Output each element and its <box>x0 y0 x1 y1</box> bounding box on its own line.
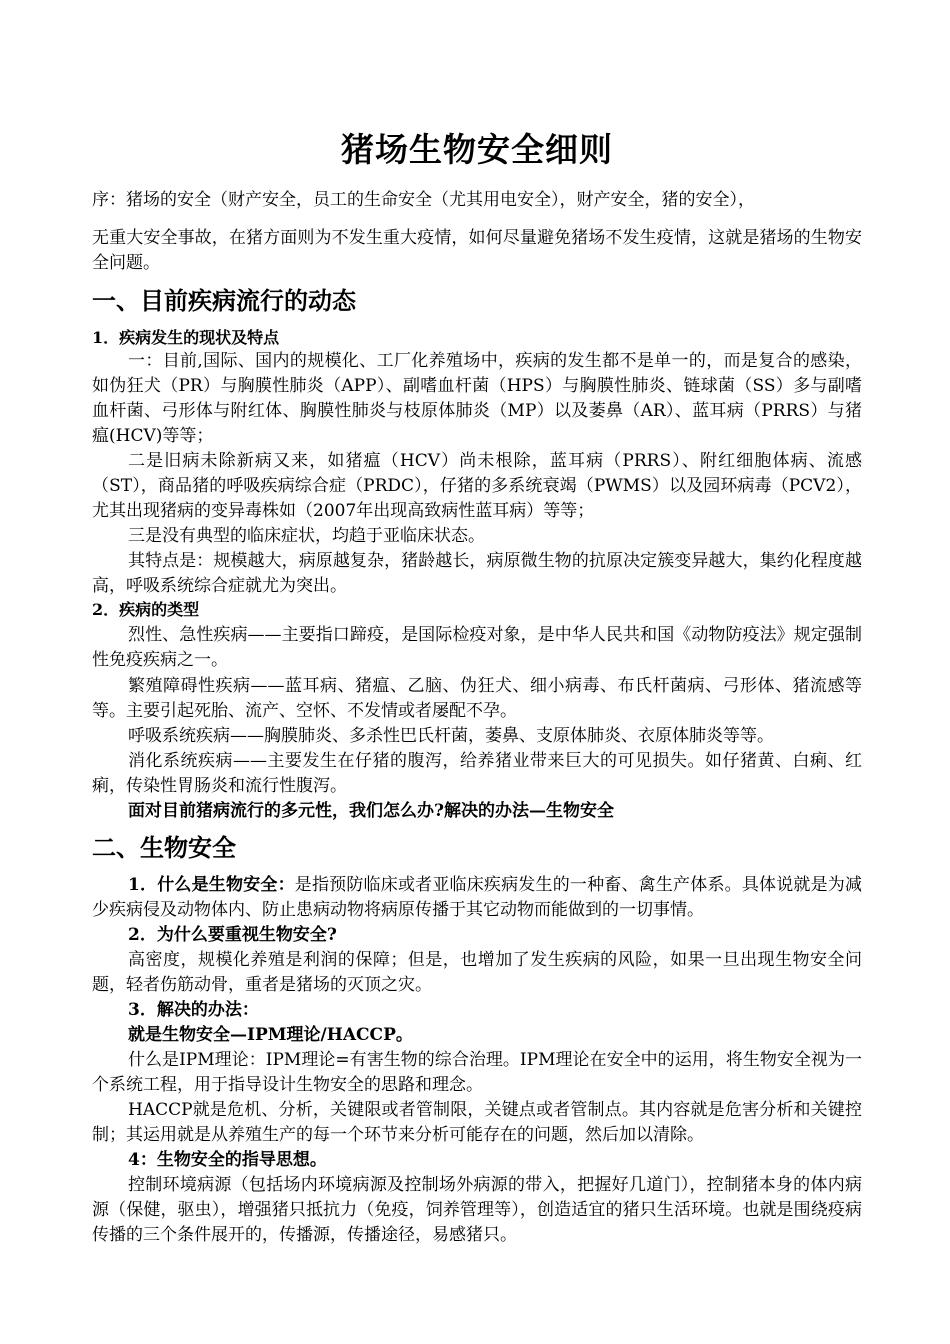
page-title: 猪场生物安全细则 <box>341 130 613 169</box>
section-2-heading: 二、生物安全 <box>92 833 236 862</box>
paragraph: 烈性、急性疾病——主要指口蹄疫，是国际检疫对象，是中华人民共和国《动物防疫法》规定强制性免疫疾病之一。 <box>92 625 862 670</box>
paragraph: 繁殖障碍性疾病——蓝耳病、猪瘟、乙脑、伪狂犬、细小病毒、布氏杆菌病、弓形体、猪流感等等。主要引起死胎、流产、空怀、不发情或者屡配不孕。 <box>92 676 862 721</box>
question-label: 4：生物安全的指导思想。 <box>128 1150 327 1170</box>
paragraph: 其特点是：规模越大，病原越复杂，猪龄越长，病原微生物的抗原决定簇变异越大，集约化程度越高，呼吸系统综合症就尤为突出。 <box>92 551 862 596</box>
question-label: 1．什么是生物安全： <box>128 875 295 895</box>
preface-line-1: 序：猪场的安全（财产安全，员工的生命安全（尤其用电安全），财产安全，猪的安全）， <box>92 190 755 210</box>
question-text: 是指预防临床或者亚临床疾病发生的一种畜、禽生产体系。具体说就是为减少疾病侵及动物体内、防止患病动物将病原传播于其它动物而能做到的一切事情。 <box>92 875 862 920</box>
bold-conclusion: 面对目前猪病流行的多元性，我们怎么办?解决的办法—生物安全 <box>128 801 614 821</box>
paragraph: 呼吸系统疾病——胸膜肺炎、多杀性巴氏杆菌，萎鼻、支原体肺炎、衣原体肺炎等等。 <box>128 726 774 746</box>
subsection-1-heading: 1．疾病发生的现状及特点 <box>92 328 280 347</box>
paragraph: 控制环境病源（包括场内环境病源及控制场外病源的带入，把握好几道门），控制猪本身的体内病源（保健，驱虫），增强猪只抵抗力（免疫，饲养管理等），创造适宜的猪只生活环境。也就是围绕疫病传播的三个条件展开的，传播源，传播途径，易感猪只。 <box>92 1175 862 1245</box>
paragraph: 三是没有典型的临床症状，均趋于亚临床状态。 <box>128 526 485 546</box>
paragraph: HACCP就是危机、分析，关键限或者管制限，关键点或者管制点。其内容就是危害分析和关键控制；其运用就是从养殖生产的每一个环节来分析可能存在的问题，然后加以清除。 <box>92 1100 862 1145</box>
preface-line-2: 无重大安全事故，在猪方面则为不发生重大疫情，如何尽量避免猪场不发生疫情，这就是猪场的生物安全问题。 <box>92 228 862 273</box>
question-label: 2．为什么要重视生物安全? <box>128 925 337 945</box>
paragraph <box>92 873 862 923</box>
paragraph: 高密度，规模化养殖是利润的保障；但是，也增加了发生疾病的风险，如果一旦出现生物安全问题，轻者伤筋动骨，重者是猪场的灭顶之灾。 <box>92 950 862 995</box>
subsection-2-heading: 2．疾病的类型 <box>92 600 200 619</box>
bold-statement: 就是生物安全—IPM理论/HACCP。 <box>128 1025 413 1045</box>
question-label: 3．解决的办法： <box>128 1000 259 1020</box>
paragraph: 一：目前,国际、国内的规模化、工厂化养殖场中，疾病的发生都不是单一的，而是复合的感染，如伪狂犬（PR）与胸膜性肺炎（APP）、副嗜血杆菌（HPS）与胸膜性肺炎、链球菌（SS）多与副嗜血杆菌、弓形体与附红体、胸膜性肺炎与枝原体肺炎（MP）以及萎鼻（AR）、蓝耳病（PRRS）与猪瘟(HCV)等等； <box>92 351 862 446</box>
paragraph: 二是旧病未除新病又来，如猪瘟（HCV）尚未根除，蓝耳病（PRRS）、附红细胞体病、流感（ST），商品猪的呼吸疾病综合症（PRDC），仔猪的多系统衰竭（PWMS）以及园环病毒（PCV2），尤其出现猪病的变异毒株如（2007年出现高致病性蓝耳病）等等； <box>92 451 862 521</box>
paragraph: 什么是IPM理论：IPM理论=有害生物的综合治理。IPM理论在安全中的运用，将生物安全视为一个系统工程，用于指导设计生物安全的思路和理念。 <box>92 1050 862 1095</box>
section-1-heading: 一、目前疾病流行的动态 <box>92 286 356 315</box>
paragraph: 消化系统疾病——主要发生在仔猪的腹泻，给养猪业带来巨大的可见损失。如仔猪黄、白痢、红痢，传染性胃肠炎和流行性腹泻。 <box>92 751 862 796</box>
